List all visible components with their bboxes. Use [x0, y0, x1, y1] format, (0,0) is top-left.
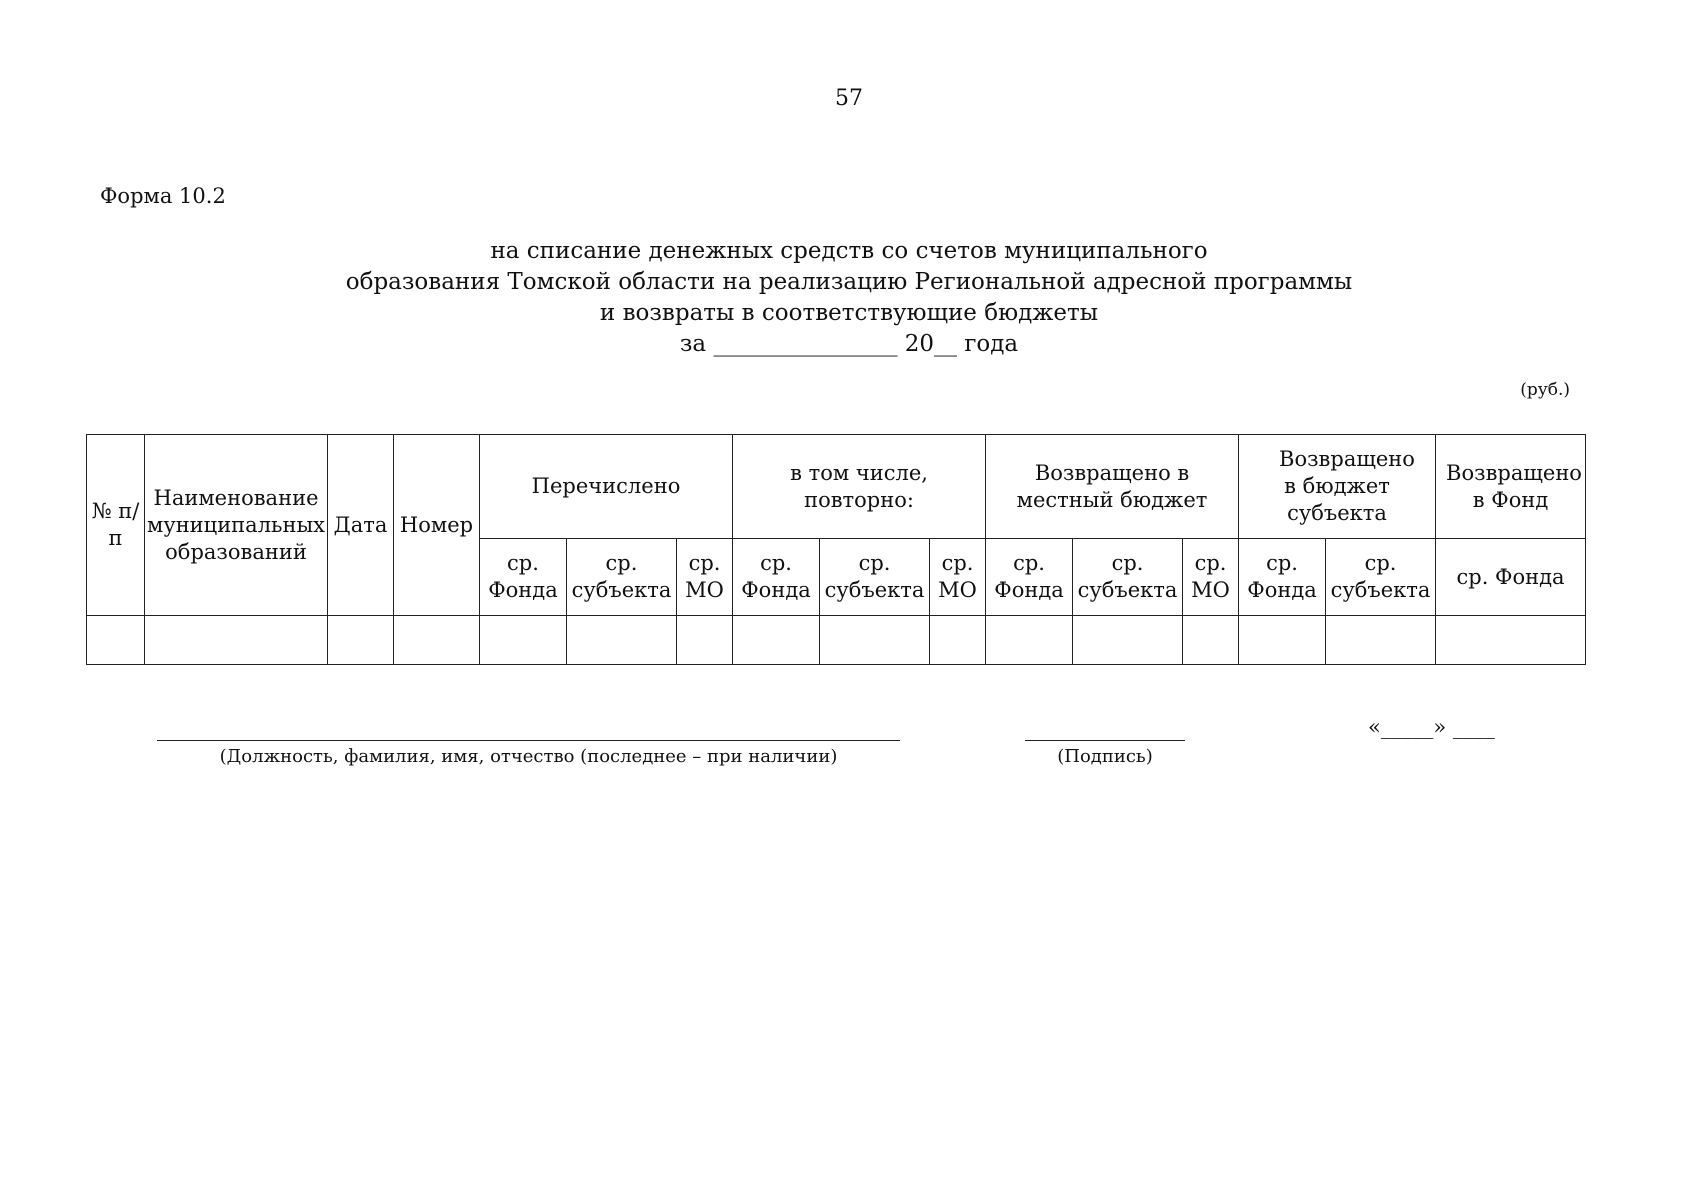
table-cell[interactable]: [820, 616, 930, 665]
table-cell[interactable]: [567, 616, 677, 665]
report-table: [86, 434, 1586, 665]
title-line-2: образования Томской области на реализацию Региональной адресной программы: [345, 269, 1353, 295]
table-cell[interactable]: [930, 616, 986, 665]
table-cell[interactable]: [986, 616, 1073, 665]
position-name-line[interactable]: [157, 740, 900, 741]
table-cell[interactable]: [145, 616, 328, 665]
header-date: Дата: [328, 435, 394, 616]
table-cell[interactable]: [394, 616, 480, 665]
header-doc-number: Номер: [394, 435, 480, 616]
table-cell[interactable]: [328, 616, 394, 665]
subheader-subject: ср. субъекта: [820, 539, 930, 616]
table-cell[interactable]: [733, 616, 820, 665]
subheader-subject: ср. субъекта: [1073, 539, 1183, 616]
title-line-3: и возвраты в соответствующие бюджеты: [599, 300, 1099, 326]
title-line-4: за ________________ 20__ года: [679, 331, 1019, 357]
table-cell[interactable]: [1436, 616, 1586, 665]
subheader-subject: ср. субъекта: [567, 539, 677, 616]
subheader-mo: ср. МО: [1183, 539, 1239, 616]
table-cell[interactable]: [87, 616, 145, 665]
signature-line[interactable]: [1025, 740, 1185, 741]
subheader-fund: ср. Фонда: [733, 539, 820, 616]
document-title: [0, 236, 1698, 360]
subheader-fund-single: ср. Фонда: [1436, 539, 1586, 616]
subheader-fund: ср. Фонда: [1239, 539, 1326, 616]
position-name-caption: (Должность, фамилия, имя, отчество (последнее – при наличии): [219, 746, 838, 767]
header-returned-local: Возвращено в местный бюджет: [986, 435, 1239, 539]
header-row: [87, 435, 1586, 539]
signature-caption: (Подпись): [1057, 746, 1153, 767]
table-cell[interactable]: [1183, 616, 1239, 665]
table-row: [87, 616, 1586, 665]
subheader-mo: ср. МО: [677, 539, 733, 616]
currency-note: (руб.): [1520, 380, 1570, 400]
header-returned-subject: Возвращено в бюджет субъекта: [1239, 435, 1436, 539]
table-cell[interactable]: [480, 616, 567, 665]
form-label: Форма 10.2: [100, 184, 226, 208]
table-cell[interactable]: [1326, 616, 1436, 665]
date-field[interactable]: «_____» ____: [1368, 715, 1495, 739]
table-cell[interactable]: [1239, 616, 1326, 665]
table-cell[interactable]: [677, 616, 733, 665]
subheader-mo: ср. МО: [930, 539, 986, 616]
subheader-fund: ср. Фонда: [480, 539, 567, 616]
header-transferred: Перечислено: [480, 435, 733, 539]
header-including-repeated: в том числе, повторно:: [733, 435, 986, 539]
header-number: № п/п: [87, 435, 145, 616]
subheader-fund: ср. Фонда: [986, 539, 1073, 616]
subheader-subject: ср. субъекта: [1326, 539, 1436, 616]
title-line-1: на списание денежных средств со счетов муниципального: [490, 238, 1208, 264]
table-cell[interactable]: [1073, 616, 1183, 665]
header-returned-fund: Возвращено в Фонд: [1436, 435, 1586, 539]
header-municipality-name: Наименование муниципальных образований: [145, 435, 328, 616]
page-number: 57: [835, 86, 863, 111]
